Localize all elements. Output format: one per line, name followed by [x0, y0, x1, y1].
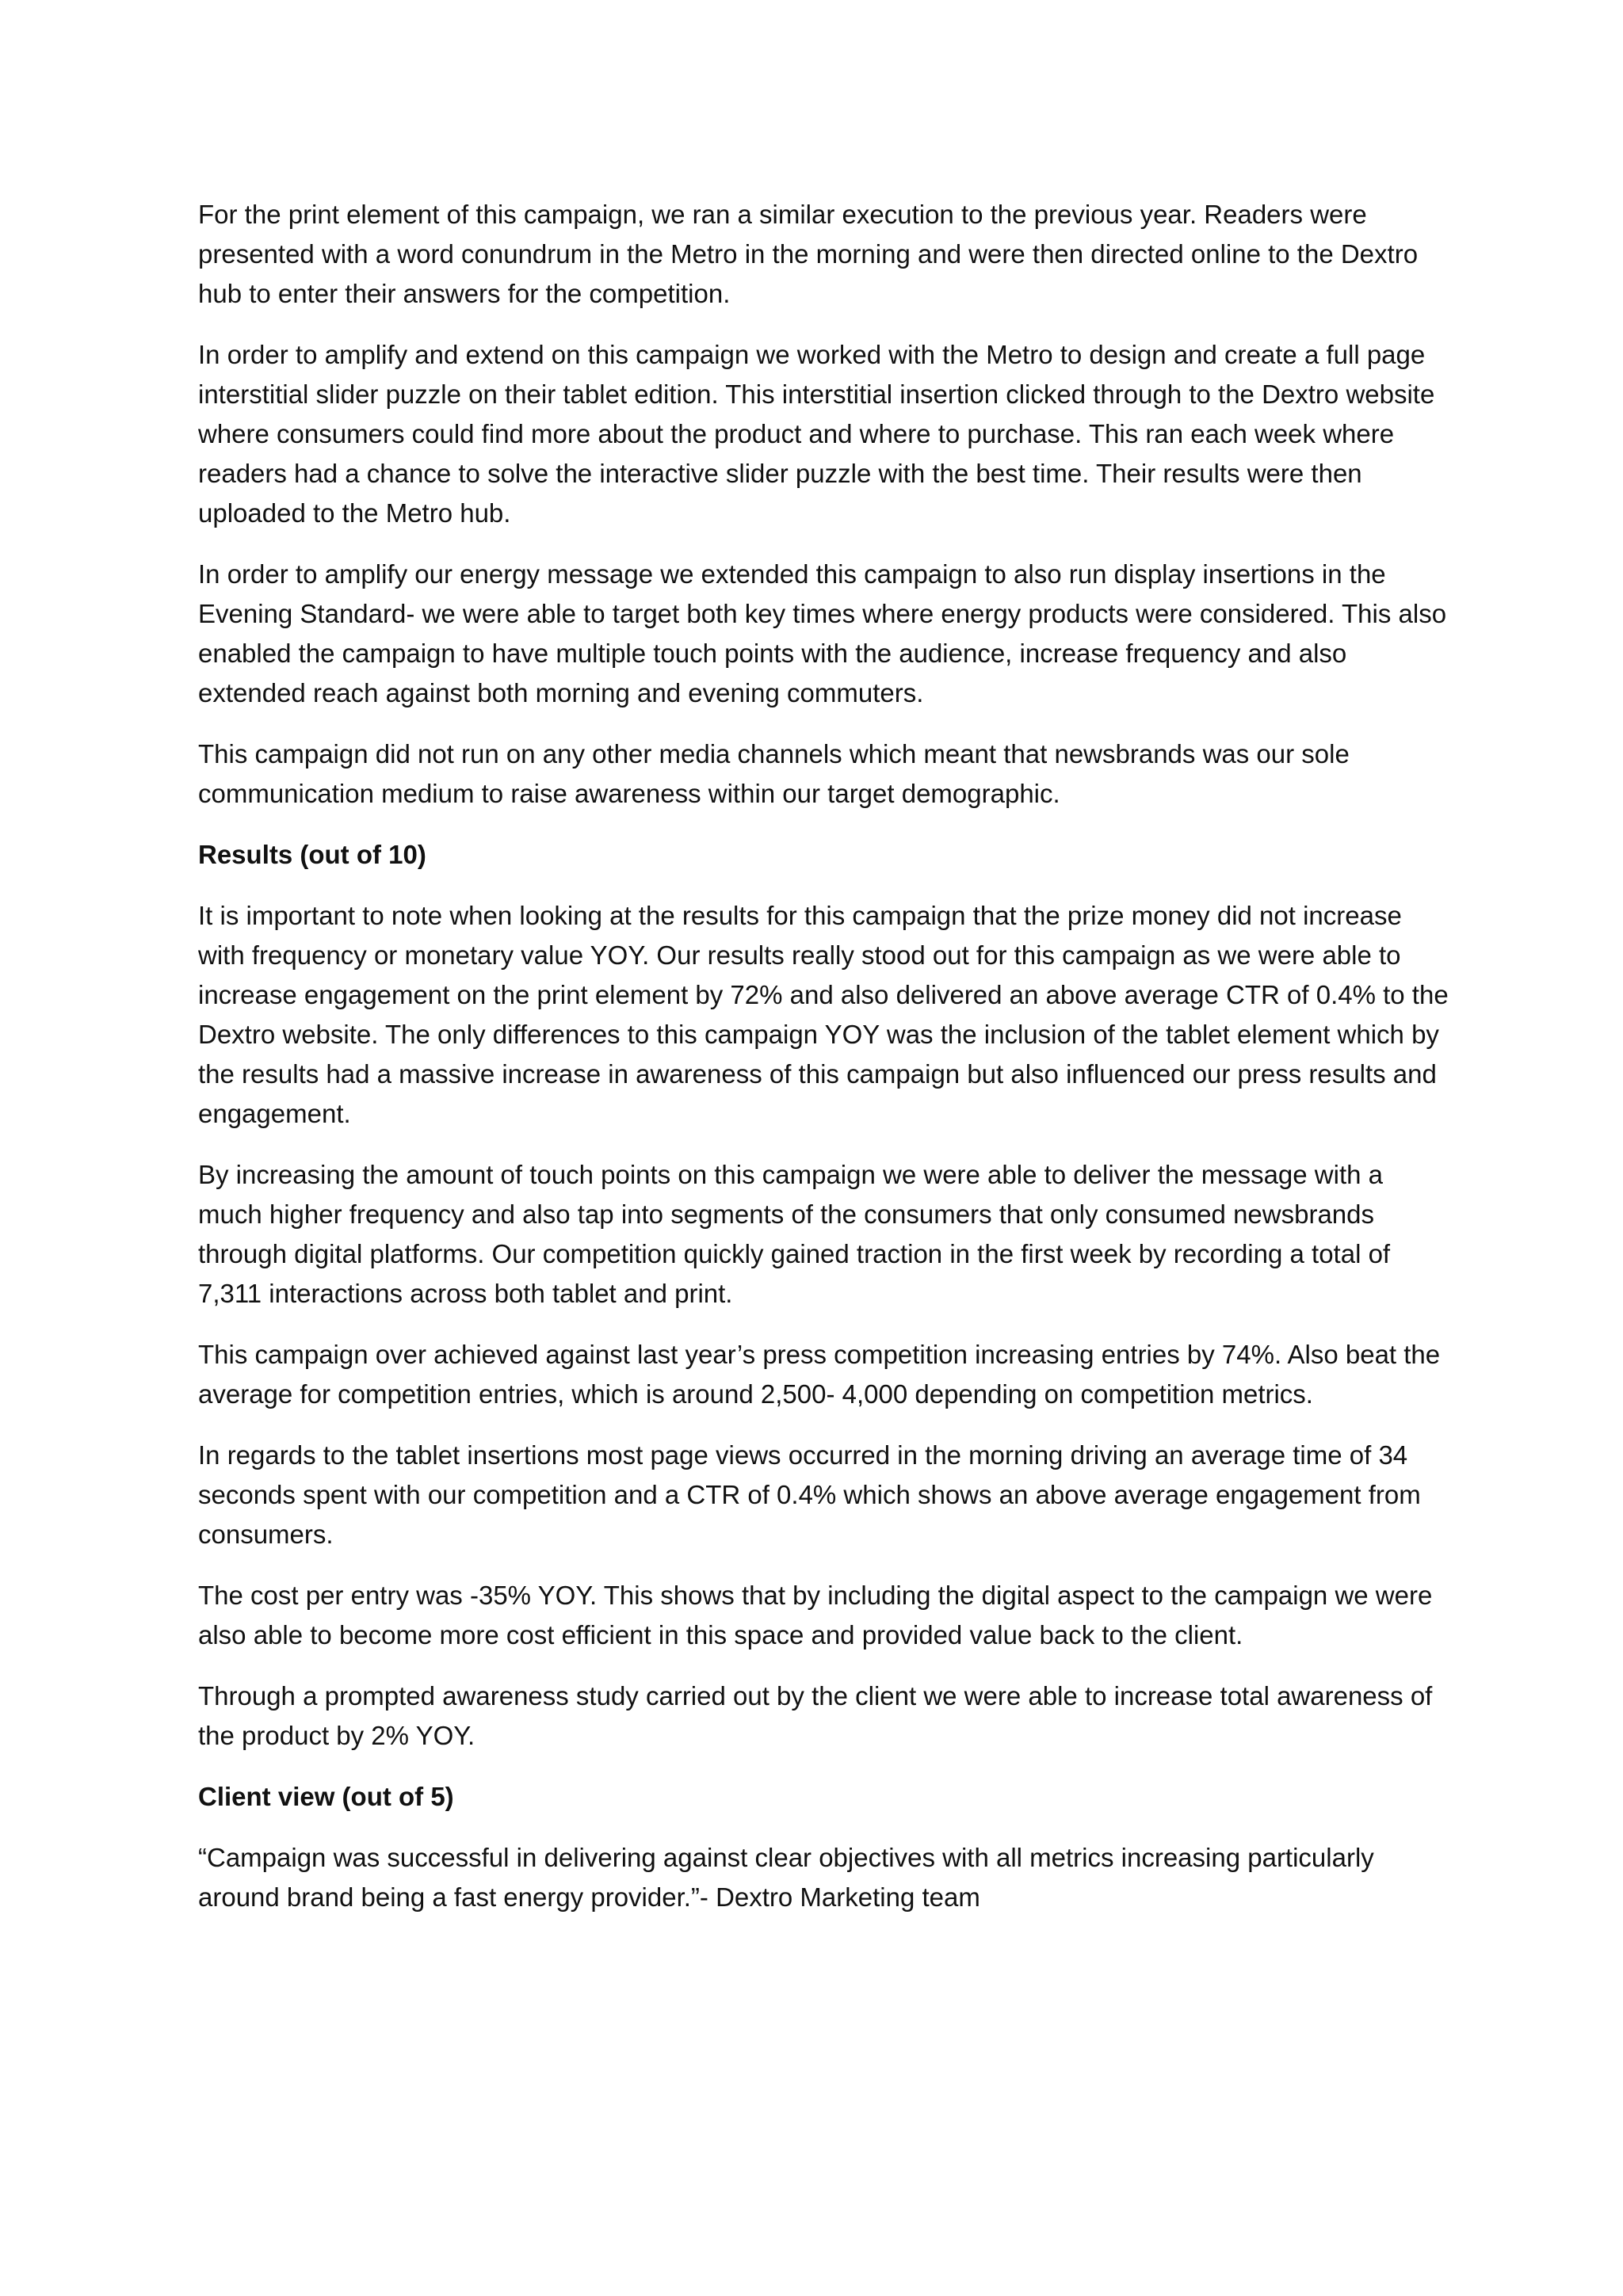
results-paragraph-2: By increasing the amount of touch points on this campaign we were able to deliver the message with a much higher frequency and also tap into segments of the consumers that only consumed newsbrands through digital platforms. Our competition quickly gained traction in the first week by recording a total of 7,311 interactions across both tablet and print.	[198, 1160, 1391, 1308]
document-page	[198, 195, 1450, 1939]
results-paragraph-5: The cost per entry was -35% YOY. This shows that by including the digital aspect to the campaign we were also able to become more cost efficient in this space and provided value back to the client.	[198, 1581, 1433, 1650]
client-quote: “Campaign was successful in delivering against clear objectives with all metrics increasing particularly around brand being a fast energy provider.”- Dextro Marketing team	[198, 1843, 1374, 1912]
intro-paragraph-3: In order to amplify our energy message we extended this campaign to also run display insertions in the Evening Standard- we were able to target both key times where energy products were considered. This also enabled the campaign to have multiple touch points with the audience, increase frequency and also extended reach against both morning and evening commuters.	[198, 559, 1447, 707]
results-paragraph-4: In regards to the tablet insertions most page views occurred in the morning driving an average time of 34 seconds spent with our competition and a CTR of 0.4% which shows an above average engagement from consumers.	[198, 1440, 1421, 1549]
intro-paragraph-4: This campaign did not run on any other media channels which meant that newsbrands was our sole communication medium to raise awareness within our target demographic.	[198, 739, 1350, 808]
results-heading: Results (out of 10)	[198, 840, 426, 869]
intro-paragraph-2: In order to amplify and extend on this campaign we worked with the Metro to design and create a full page interstitial slider puzzle on their tablet edition. This interstitial insertion clicked through to the Dextro website where consumers could find more about the product and where to purchase. This ran each week where readers had a chance to solve the interactive slider puzzle with the best time. Their results were then uploaded to the Metro hub.	[198, 340, 1435, 528]
client-view-heading: Client view (out of 5)	[198, 1782, 454, 1811]
intro-paragraph-1: For the print element of this campaign, we ran a similar execution to the previous year. Readers were presented with a word conundrum in the Metro in the morning and were then directed online to the Dextro hub to enter their answers for the competition.	[198, 200, 1419, 308]
results-paragraph-6: Through a prompted awareness study carried out by the client we were able to increase total awareness of the product by 2% YOY.	[198, 1681, 1433, 1750]
results-paragraph-3: This campaign over achieved against last year’s press competition increasing entries by 74%. Also beat the average for competition entries, which is around 2,500- 4,000 depending on competition metrics.	[198, 1340, 1441, 1409]
results-paragraph-1: It is important to note when looking at the results for this campaign that the prize money did not increase with frequency or monetary value YOY. Our results really stood out for this campaign as we were able to increase engagement on the print element by 72% and also delivered an above average CTR of 0.4% to the Dextro website. The only differences to this campaign YOY was the inclusion of the tablet element which by the results had a massive increase in awareness of this campaign but also influenced our press results and engagement.	[198, 901, 1449, 1128]
